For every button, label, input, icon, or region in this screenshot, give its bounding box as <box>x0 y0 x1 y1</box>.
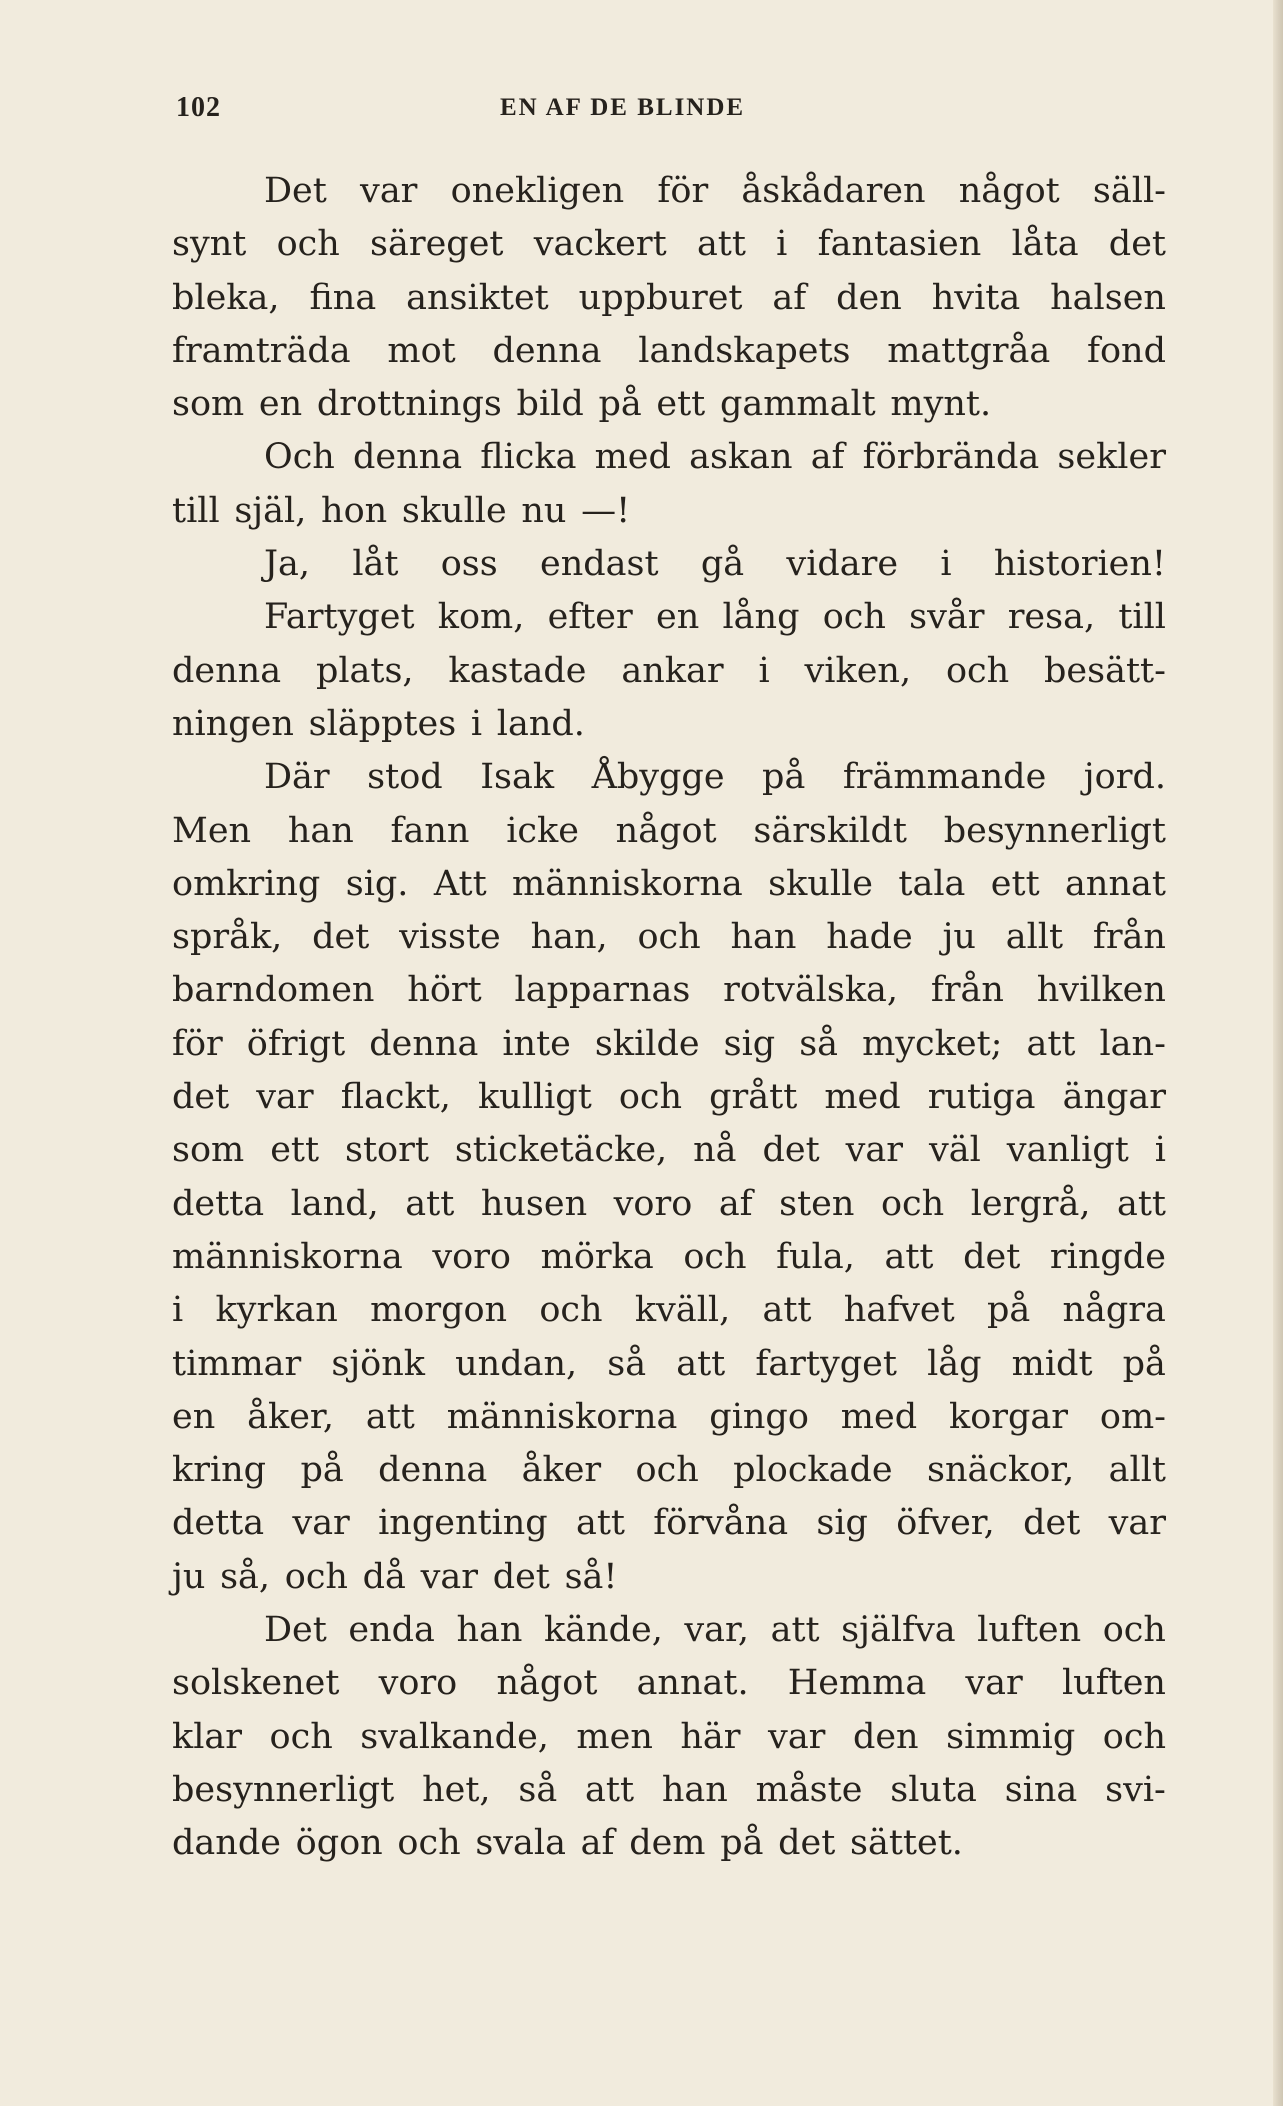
word: från <box>930 970 1004 1011</box>
word: det <box>492 1556 550 1597</box>
word: Isak <box>480 757 555 798</box>
word: mynt. <box>890 384 992 425</box>
word: sekler <box>1057 437 1166 478</box>
word: svalkande, <box>360 1716 549 1757</box>
word: bleka, <box>172 277 280 318</box>
word: och <box>880 1183 945 1224</box>
word: han <box>456 1610 523 1651</box>
text-line <box>172 1284 1166 1337</box>
word: grått <box>709 1077 798 1118</box>
word: undan, <box>455 1343 578 1384</box>
word: förvåna <box>653 1503 789 1544</box>
word: var <box>292 1503 350 1544</box>
text-line <box>172 1764 1166 1817</box>
word: efter <box>547 597 633 638</box>
word: Åbygge <box>591 757 725 798</box>
word: af <box>718 1183 753 1224</box>
word: åker <box>521 1450 602 1491</box>
word: säll- <box>1092 171 1166 211</box>
word: den <box>836 277 902 318</box>
word: som <box>172 1130 245 1171</box>
word: voro <box>613 1183 693 1224</box>
word: tala <box>898 863 966 904</box>
word: denna <box>353 437 463 478</box>
word: voro <box>432 1236 511 1277</box>
word: lapparnas <box>514 970 691 1011</box>
word: fantasien <box>817 224 982 265</box>
word: ningen <box>172 703 294 744</box>
word: här <box>680 1716 741 1757</box>
word: att <box>762 1290 812 1331</box>
word: ögon <box>295 1823 383 1864</box>
word: och <box>276 224 340 265</box>
running-title: EN AF DE BLINDE <box>500 94 746 121</box>
word: i <box>470 703 483 744</box>
word: på <box>720 1823 764 1864</box>
word: plats, <box>315 650 414 691</box>
word: en <box>655 597 700 638</box>
word: —! <box>581 490 631 531</box>
word: ansiktet <box>406 277 549 318</box>
word: att <box>1116 1183 1166 1224</box>
word: sättet. <box>850 1823 963 1864</box>
word: nå <box>693 1130 737 1171</box>
word: omkring <box>172 863 321 904</box>
word: annat <box>1065 863 1166 904</box>
word: något <box>958 171 1060 211</box>
word: det <box>172 1077 230 1118</box>
text-line <box>172 1071 1166 1124</box>
word: mot <box>387 330 456 371</box>
word: timmar <box>172 1343 302 1384</box>
word: hvilken <box>1036 970 1166 1011</box>
text-line <box>172 1178 1166 1231</box>
text-line <box>172 325 1166 378</box>
word: människorna <box>446 1396 678 1437</box>
word: så <box>799 1023 839 1064</box>
word: land. <box>496 703 585 744</box>
word: ett <box>656 384 706 425</box>
word: allt <box>1108 1450 1166 1491</box>
body-text <box>172 165 1166 1871</box>
word: människorna <box>512 863 743 904</box>
word: vanligt <box>1006 1130 1129 1171</box>
word: i <box>758 650 770 691</box>
word: låg <box>927 1343 982 1384</box>
word: besynnerligt <box>172 1769 395 1810</box>
word: ett <box>990 863 1040 904</box>
word: en <box>172 1396 216 1437</box>
word: och <box>1102 1610 1166 1651</box>
word: med <box>824 1077 901 1118</box>
word: Och <box>264 437 335 478</box>
word: framträda <box>172 330 351 371</box>
word: drottnings <box>316 384 502 425</box>
word: det <box>963 1236 1021 1277</box>
word: ringde <box>1049 1236 1166 1277</box>
text-line <box>172 1657 1166 1710</box>
word: att <box>585 1769 635 1810</box>
word: från <box>1092 917 1166 958</box>
text-line <box>172 591 1166 644</box>
word: säreget <box>370 224 504 265</box>
word: besätt- <box>1044 650 1166 691</box>
word: fina <box>309 277 377 318</box>
word: särskildt <box>753 810 907 851</box>
word: åker, <box>247 1396 334 1437</box>
word: ju <box>942 917 976 958</box>
text-line <box>172 911 1166 964</box>
word: oss <box>440 544 498 585</box>
text-line <box>172 485 1166 538</box>
word: att <box>770 1610 820 1651</box>
word: vackert <box>533 224 667 265</box>
word: onekligen <box>450 171 625 211</box>
word: själfva <box>841 1610 956 1651</box>
word: han, <box>530 917 608 958</box>
word: vidare <box>786 544 899 585</box>
text-line <box>172 751 1166 804</box>
word: var <box>965 1663 1023 1704</box>
word: det <box>762 1130 820 1171</box>
word: väl <box>928 1130 981 1171</box>
word: och <box>1102 1716 1166 1757</box>
word: att <box>1026 1023 1076 1064</box>
word: af <box>580 1823 615 1864</box>
word: den <box>852 1716 919 1757</box>
word: måste <box>755 1769 863 1810</box>
word: denna <box>369 1023 479 1064</box>
text-line <box>172 698 1166 751</box>
word: svi- <box>1105 1769 1166 1810</box>
word: låta <box>1011 224 1079 265</box>
word: så, <box>220 1556 271 1597</box>
word: var <box>420 1556 478 1597</box>
word: människorna <box>172 1236 403 1277</box>
word: sticketäcke, <box>454 1130 668 1171</box>
word: Där <box>264 757 330 798</box>
text-line <box>172 858 1166 911</box>
word: skulle <box>401 490 507 531</box>
word: gammalt <box>719 384 876 425</box>
word: af <box>810 437 845 478</box>
word: nu <box>521 490 567 531</box>
word: förbrända <box>862 437 1040 478</box>
word: i <box>940 544 952 585</box>
word: hört <box>407 970 482 1011</box>
word: det <box>312 917 370 958</box>
word: språk, <box>172 917 283 958</box>
word: korgar <box>948 1396 1068 1437</box>
word: att <box>884 1236 934 1277</box>
word: och <box>635 1450 699 1491</box>
word: kastade <box>448 650 587 691</box>
text-line <box>172 1124 1166 1177</box>
word: mörka <box>540 1236 654 1277</box>
word: att <box>365 1396 415 1437</box>
word: i <box>1154 1130 1166 1171</box>
word: och <box>618 1077 683 1118</box>
word: på <box>300 1450 344 1491</box>
word: att <box>676 1343 726 1384</box>
word: land, <box>290 1183 379 1224</box>
word: kom, <box>437 597 525 638</box>
text-line <box>172 964 1166 1017</box>
word: rotvälska, <box>723 970 899 1011</box>
word: inte <box>502 1023 571 1064</box>
word: att <box>576 1503 625 1544</box>
word: annat. <box>636 1663 749 1704</box>
word: dande <box>172 1823 281 1864</box>
word: uppburet <box>578 277 743 318</box>
word: luften <box>1061 1663 1166 1704</box>
text-line <box>172 1711 1166 1764</box>
word: med <box>594 437 671 478</box>
text-line <box>172 165 1166 218</box>
word: rutiga <box>927 1077 1036 1118</box>
word: sig <box>723 1023 776 1064</box>
word: och <box>269 1716 333 1757</box>
word: och <box>683 1236 747 1277</box>
word: visste <box>399 917 501 958</box>
word: och <box>284 1556 348 1597</box>
word: ingenting <box>378 1503 548 1544</box>
word: var <box>845 1130 904 1171</box>
word: främmande <box>842 757 1047 798</box>
word: allt <box>1005 917 1064 958</box>
word: snäckor, <box>927 1450 1075 1491</box>
word: var <box>360 171 418 211</box>
word: ju <box>172 1556 206 1597</box>
word: på <box>762 757 806 798</box>
word: dem <box>629 1823 706 1864</box>
word: enda <box>348 1610 435 1651</box>
word: att <box>696 224 746 265</box>
word: och <box>397 1823 461 1864</box>
text-line <box>172 1551 1166 1604</box>
word: flicka <box>480 437 577 478</box>
word: Hemma <box>787 1663 927 1704</box>
word: att <box>405 1183 455 1224</box>
page-number: 102 <box>176 92 221 123</box>
word: då <box>362 1556 406 1597</box>
word: som <box>172 384 245 425</box>
word: Att <box>433 863 487 904</box>
word: hon <box>321 490 388 531</box>
text-line <box>172 1817 1166 1870</box>
word: öfver, <box>896 1503 995 1544</box>
word: hvita <box>931 277 1021 318</box>
word: med <box>840 1396 918 1437</box>
word: till <box>1118 597 1166 638</box>
word: till <box>172 490 220 531</box>
word: han <box>661 1769 728 1810</box>
word: om- <box>1099 1396 1166 1437</box>
word: kulligt <box>477 1077 592 1118</box>
word: ängar <box>1062 1077 1166 1118</box>
word: för <box>657 171 709 211</box>
word: släpptes <box>308 703 457 744</box>
word: askan <box>689 437 793 478</box>
word: var <box>1108 1503 1166 1544</box>
word: gå <box>700 544 745 585</box>
word: skulle <box>768 863 873 904</box>
word: och <box>539 1290 603 1331</box>
word: några <box>1062 1290 1166 1331</box>
word: simmig <box>946 1716 1076 1757</box>
word: sig <box>816 1503 868 1544</box>
word: mycket; <box>862 1023 1003 1064</box>
word: ankar <box>621 650 724 691</box>
word: han <box>287 810 354 851</box>
word: af <box>772 277 807 318</box>
word: Men <box>172 810 252 851</box>
word: kyrkan <box>215 1290 338 1331</box>
word: svala <box>475 1823 566 1864</box>
text-line <box>172 431 1166 484</box>
word: för <box>172 1023 223 1064</box>
word: klar <box>172 1716 242 1757</box>
word: resa, <box>1007 597 1096 638</box>
word: fann <box>390 810 470 851</box>
word: het, <box>422 1769 491 1810</box>
word: besynnerligt <box>943 810 1166 851</box>
word: morgon <box>370 1290 508 1331</box>
word: lan- <box>1099 1023 1166 1064</box>
text-line <box>172 1604 1166 1657</box>
word: på <box>1122 1343 1166 1384</box>
word: det <box>1023 1503 1081 1544</box>
word: på <box>598 384 642 425</box>
word: luften <box>977 1610 1082 1651</box>
word: så! <box>564 1556 618 1597</box>
text-line <box>172 218 1166 271</box>
word: var <box>256 1077 314 1118</box>
word: halsen <box>1050 277 1166 318</box>
word: ett <box>270 1130 320 1171</box>
text-line <box>172 378 1166 431</box>
word: bild <box>516 384 584 425</box>
word: denna <box>492 330 602 371</box>
word: denna <box>378 1450 488 1491</box>
word: hade <box>826 917 913 958</box>
word: synt <box>172 224 247 265</box>
word: själ, <box>234 490 307 531</box>
word: något <box>615 810 717 851</box>
word: skilde <box>594 1023 700 1064</box>
word: så <box>607 1343 647 1384</box>
word: viken, <box>804 650 912 691</box>
word: sjönk <box>331 1343 425 1384</box>
word: sluta <box>890 1769 977 1810</box>
word: låt <box>352 544 399 585</box>
word: och <box>822 597 886 638</box>
word: Ja, <box>264 544 311 585</box>
page-edge <box>1273 0 1283 2106</box>
word: endast <box>540 544 659 585</box>
word: historien! <box>993 544 1166 585</box>
word: mattgråa <box>887 330 1051 371</box>
word: något <box>496 1663 598 1704</box>
word: denna <box>172 650 282 691</box>
word: i <box>172 1290 184 1331</box>
word: sten <box>779 1183 855 1224</box>
word: en <box>258 384 303 425</box>
text-line <box>172 272 1166 325</box>
word: sina <box>1004 1769 1078 1810</box>
word: husen <box>480 1183 588 1224</box>
word: i <box>776 224 788 265</box>
word: voro <box>378 1663 458 1704</box>
word: midt <box>1011 1343 1093 1384</box>
word: var, <box>684 1610 750 1651</box>
word: stod <box>367 757 443 798</box>
word: Det <box>264 1610 327 1651</box>
word: svår <box>909 597 985 638</box>
running-head <box>176 92 1166 132</box>
word: jord. <box>1083 757 1166 798</box>
word: Fartyget <box>264 597 415 638</box>
text-line <box>172 645 1166 698</box>
word: kring <box>172 1450 267 1491</box>
text-line <box>172 1231 1166 1284</box>
word: det <box>778 1823 836 1864</box>
word: kväll, <box>634 1290 731 1331</box>
word: Det <box>264 171 327 211</box>
word: hafvet <box>843 1290 955 1331</box>
word: barndomen <box>172 970 375 1011</box>
text-line <box>172 1444 1166 1497</box>
word: på <box>986 1290 1031 1331</box>
word: men <box>576 1716 653 1757</box>
word: fula, <box>776 1236 855 1277</box>
text-line <box>172 1338 1166 1391</box>
word: plockade <box>733 1450 893 1491</box>
text-line <box>172 1018 1166 1071</box>
word: stort <box>344 1130 429 1171</box>
word: och <box>637 917 701 958</box>
word: lergrå, <box>970 1183 1091 1224</box>
text-line <box>172 1391 1166 1444</box>
word: kände, <box>543 1610 663 1651</box>
word: och <box>945 650 1010 691</box>
word: det <box>1108 224 1166 265</box>
word: fartyget <box>755 1343 897 1384</box>
word: sig. <box>345 863 409 904</box>
word: icke <box>506 810 579 851</box>
word: landskapets <box>638 330 851 371</box>
word: detta <box>172 1503 265 1544</box>
word: han <box>730 917 797 958</box>
word: så <box>518 1769 558 1810</box>
word: fond <box>1087 330 1166 371</box>
word: detta <box>172 1183 265 1224</box>
text-line <box>172 1497 1166 1550</box>
word: lång <box>722 597 800 638</box>
word: öfrigt <box>246 1023 346 1064</box>
text-line <box>172 805 1166 858</box>
word: var <box>768 1716 826 1757</box>
word: solskenet <box>172 1663 340 1704</box>
word: flackt, <box>340 1077 451 1118</box>
word: gingo <box>709 1396 809 1437</box>
text-line <box>172 538 1166 591</box>
word: åskådaren <box>741 171 926 211</box>
